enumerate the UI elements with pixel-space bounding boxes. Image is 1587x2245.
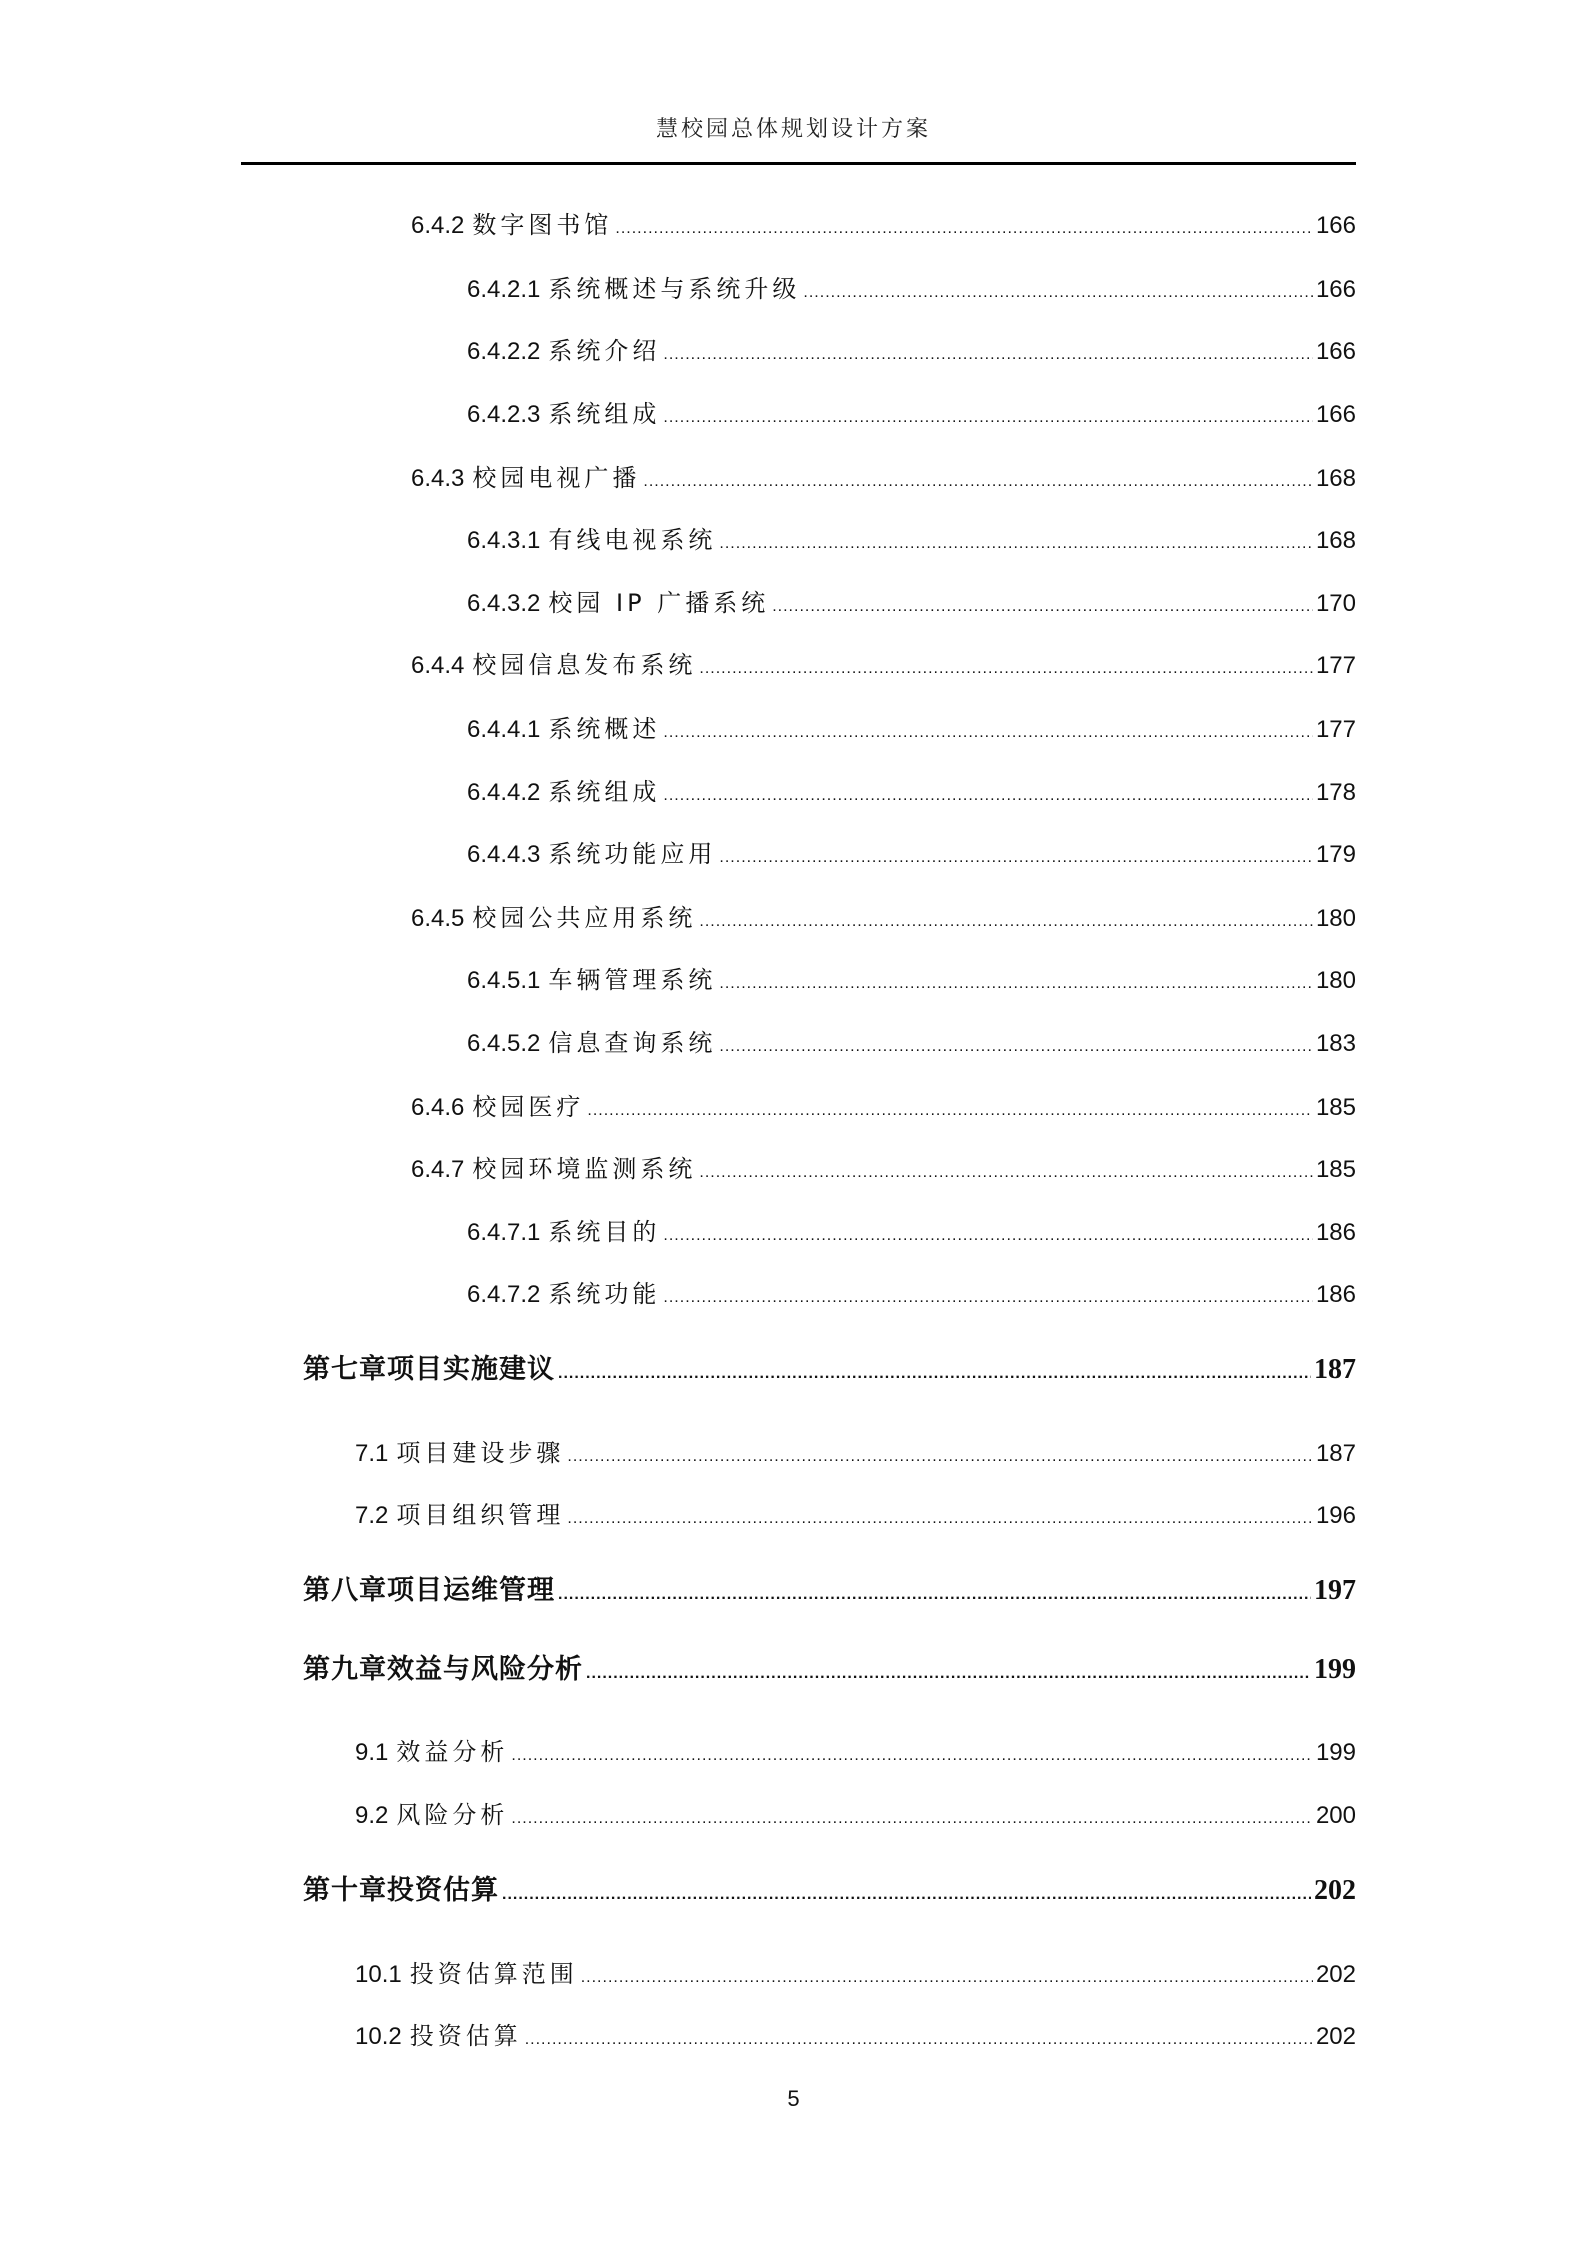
toc-entry-page: 166 bbox=[1315, 276, 1356, 303]
toc-dot-leader bbox=[502, 1878, 1311, 1912]
toc-entry-title: 校园公共应用系统 bbox=[472, 904, 697, 932]
toc-entry-page: 196 bbox=[1315, 1502, 1356, 1529]
toc-entry-page: 199 bbox=[1315, 1739, 1356, 1766]
toc-entry-title: 第九章效益与风险分析 bbox=[303, 1654, 583, 1685]
toc-entry-number: 6.4.5 bbox=[411, 905, 465, 932]
toc-entry-title: 项目组织管理 bbox=[396, 1501, 565, 1529]
toc-entry-title: 系统组成 bbox=[548, 778, 661, 806]
toc-entry[interactable] bbox=[467, 963, 1356, 997]
toc-entry-title: 系统介绍 bbox=[548, 337, 661, 365]
toc-dot-leader bbox=[511, 1739, 1313, 1773]
toc-dot-leader bbox=[558, 1578, 1311, 1612]
toc-entry-page: 177 bbox=[1315, 716, 1356, 743]
toc-dot-leader bbox=[719, 841, 1313, 875]
toc-entry-page: 168 bbox=[1315, 527, 1356, 554]
toc-entry-page: 199 bbox=[1314, 1654, 1356, 1685]
toc-entry-title: 校园环境监测系统 bbox=[472, 1155, 697, 1183]
toc-dot-leader bbox=[803, 276, 1313, 310]
toc-dot-leader bbox=[615, 212, 1313, 246]
toc-entry[interactable] bbox=[303, 1874, 1356, 1908]
toc-entry-number: 6.4.7.2 bbox=[467, 1281, 541, 1308]
header-divider bbox=[241, 162, 1356, 165]
toc-entry[interactable] bbox=[411, 1152, 1356, 1186]
toc-entry-title: 系统目的 bbox=[548, 1218, 661, 1246]
toc-entry-page: 166 bbox=[1315, 401, 1356, 428]
page-number: 5 bbox=[787, 2086, 800, 2111]
toc-entry-page: 187 bbox=[1314, 1354, 1356, 1385]
toc-entry[interactable] bbox=[467, 712, 1356, 746]
toc-entry-page: 180 bbox=[1315, 967, 1356, 994]
toc-entry-title: 数字图书馆 bbox=[472, 211, 613, 239]
toc-entry-page: 202 bbox=[1315, 2023, 1356, 2050]
toc-entry-title: 投资估算 bbox=[409, 2022, 522, 2050]
running-header: 慧校园总体规划设计方案 bbox=[655, 117, 931, 142]
toc-entry-page: 197 bbox=[1314, 1575, 1356, 1606]
toc-entry[interactable] bbox=[303, 1653, 1356, 1687]
toc-entry-title: 系统组成 bbox=[548, 400, 661, 428]
toc-entry-number: 6.4.7 bbox=[411, 1156, 465, 1183]
toc-dot-leader bbox=[663, 1219, 1313, 1253]
toc-entry-page: 202 bbox=[1314, 1875, 1356, 1906]
toc-entry-title: 项目建设步骤 bbox=[396, 1439, 565, 1467]
toc-dot-leader bbox=[558, 1357, 1311, 1391]
toc-entry-title: 校园电视广播 bbox=[472, 464, 641, 492]
toc-entry-title: 信息查询系统 bbox=[548, 1029, 717, 1057]
toc-entry[interactable] bbox=[355, 1798, 1356, 1832]
toc-entry[interactable] bbox=[355, 1957, 1356, 1991]
toc-entry-title: 校园 IP 广播系统 bbox=[548, 589, 770, 617]
toc-dot-leader bbox=[663, 401, 1313, 435]
toc-entry[interactable] bbox=[303, 1574, 1356, 1608]
toc-entry[interactable] bbox=[355, 1735, 1356, 1769]
toc-entry-title: 校园信息发布系统 bbox=[472, 651, 697, 679]
toc-entry[interactable] bbox=[467, 586, 1356, 620]
toc-entry-title: 第十章投资估算 bbox=[303, 1875, 499, 1906]
toc-entry-number: 10.2 bbox=[355, 2023, 402, 2050]
toc-entry[interactable] bbox=[467, 1277, 1356, 1311]
toc-entry-number: 10.1 bbox=[355, 1961, 402, 1988]
toc-entry-page: 170 bbox=[1315, 590, 1356, 617]
toc-dot-leader bbox=[663, 1281, 1313, 1315]
toc-entry-page: 168 bbox=[1315, 465, 1356, 492]
toc-entry-page: 178 bbox=[1315, 779, 1356, 806]
toc-entry-number: 6.4.3.1 bbox=[467, 527, 541, 554]
toc-dot-leader bbox=[643, 465, 1313, 499]
toc-entry-title: 系统功能 bbox=[548, 1280, 661, 1308]
toc-entry[interactable] bbox=[467, 837, 1356, 871]
toc-entry-title: 投资估算范围 bbox=[409, 1960, 578, 1988]
toc-entry-page: 202 bbox=[1315, 1961, 1356, 1988]
toc-entry[interactable] bbox=[467, 272, 1356, 306]
toc-dot-leader bbox=[772, 590, 1313, 624]
toc-entry-title: 车辆管理系统 bbox=[548, 966, 717, 994]
toc-dot-leader bbox=[719, 967, 1313, 1001]
toc-entry-page: 183 bbox=[1315, 1030, 1356, 1057]
toc-entry-number: 6.4.2.2 bbox=[467, 338, 541, 365]
toc-dot-leader bbox=[699, 1156, 1313, 1190]
toc-entry[interactable] bbox=[303, 1353, 1356, 1387]
toc-entry[interactable] bbox=[355, 2019, 1356, 2053]
toc-entry[interactable] bbox=[411, 208, 1356, 242]
toc-entry[interactable] bbox=[467, 334, 1356, 368]
toc-entry[interactable] bbox=[467, 775, 1356, 809]
toc-entry-title: 系统概述与系统升级 bbox=[548, 275, 801, 303]
toc-entry-number: 7.1 bbox=[355, 1440, 389, 1467]
toc-entry-number: 6.4.2.1 bbox=[467, 276, 541, 303]
toc-entry-number: 6.4.6 bbox=[411, 1094, 465, 1121]
toc-entry-number: 6.4.3 bbox=[411, 465, 465, 492]
toc-dot-leader bbox=[663, 716, 1313, 750]
toc-entry-page: 179 bbox=[1315, 841, 1356, 868]
toc-dot-leader bbox=[719, 527, 1313, 561]
toc-entry[interactable] bbox=[411, 1090, 1356, 1124]
toc-entry[interactable] bbox=[467, 523, 1356, 557]
toc-entry-page: 185 bbox=[1315, 1156, 1356, 1183]
toc-entry-page: 200 bbox=[1315, 1802, 1356, 1829]
toc-entry-number: 9.2 bbox=[355, 1802, 389, 1829]
toc-dot-leader bbox=[567, 1502, 1313, 1536]
toc-dot-leader bbox=[587, 1094, 1313, 1128]
toc-entry-number: 6.4.4.1 bbox=[467, 716, 541, 743]
toc-entry-title: 效益分析 bbox=[396, 1738, 509, 1766]
toc-entry-title: 有线电视系统 bbox=[548, 526, 717, 554]
toc-entry[interactable] bbox=[355, 1498, 1356, 1532]
toc-dot-leader bbox=[663, 338, 1313, 372]
toc-dot-leader bbox=[586, 1657, 1311, 1691]
toc-entry-number: 6.4.5.2 bbox=[467, 1030, 541, 1057]
toc-entry-number: 7.2 bbox=[355, 1502, 389, 1529]
toc-entry-number: 6.4.5.1 bbox=[467, 967, 541, 994]
toc-dot-leader bbox=[525, 2023, 1313, 2057]
toc-entry-page: 186 bbox=[1315, 1281, 1356, 1308]
toc-entry[interactable] bbox=[411, 648, 1356, 682]
toc-entry-page: 186 bbox=[1315, 1219, 1356, 1246]
toc-entry-number: 6.4.2 bbox=[411, 212, 465, 239]
toc-entry-title: 第八章项目运维管理 bbox=[303, 1575, 555, 1606]
toc-entry[interactable] bbox=[411, 901, 1356, 935]
toc-entry[interactable] bbox=[467, 1026, 1356, 1060]
toc-dot-leader bbox=[719, 1030, 1313, 1064]
toc-dot-leader bbox=[699, 652, 1313, 686]
toc-entry-number: 6.4.7.1 bbox=[467, 1219, 541, 1246]
toc-entry-number: 6.4.4 bbox=[411, 652, 465, 679]
toc-entry-page: 180 bbox=[1315, 905, 1356, 932]
toc-entry-number: 6.4.4.2 bbox=[467, 779, 541, 806]
toc-dot-leader bbox=[663, 779, 1313, 813]
toc-dot-leader bbox=[581, 1961, 1313, 1995]
toc-entry-title: 第七章项目实施建议 bbox=[303, 1354, 555, 1385]
toc-entry-page: 166 bbox=[1315, 338, 1356, 365]
toc-entry-number: 9.1 bbox=[355, 1739, 389, 1766]
toc-entry-number: 6.4.2.3 bbox=[467, 401, 541, 428]
toc-entry-number: 6.4.4.3 bbox=[467, 841, 541, 868]
toc-entry-page: 185 bbox=[1315, 1094, 1356, 1121]
toc-entry-page: 166 bbox=[1315, 212, 1356, 239]
toc-dot-leader bbox=[511, 1802, 1313, 1836]
toc-entry-title: 校园医疗 bbox=[472, 1093, 585, 1121]
toc-entry[interactable] bbox=[355, 1436, 1356, 1470]
toc-dot-leader bbox=[567, 1440, 1313, 1474]
toc-entry[interactable] bbox=[467, 1215, 1356, 1249]
toc-entry[interactable] bbox=[411, 461, 1356, 495]
toc-entry[interactable] bbox=[467, 397, 1356, 431]
toc-entry-page: 187 bbox=[1315, 1440, 1356, 1467]
toc-dot-leader bbox=[699, 905, 1313, 939]
toc-entry-title: 系统功能应用 bbox=[548, 840, 717, 868]
toc-entry-title: 风险分析 bbox=[396, 1801, 509, 1829]
toc-entry-number: 6.4.3.2 bbox=[467, 590, 541, 617]
toc-entry-page: 177 bbox=[1315, 652, 1356, 679]
toc-entry-title: 系统概述 bbox=[548, 715, 661, 743]
